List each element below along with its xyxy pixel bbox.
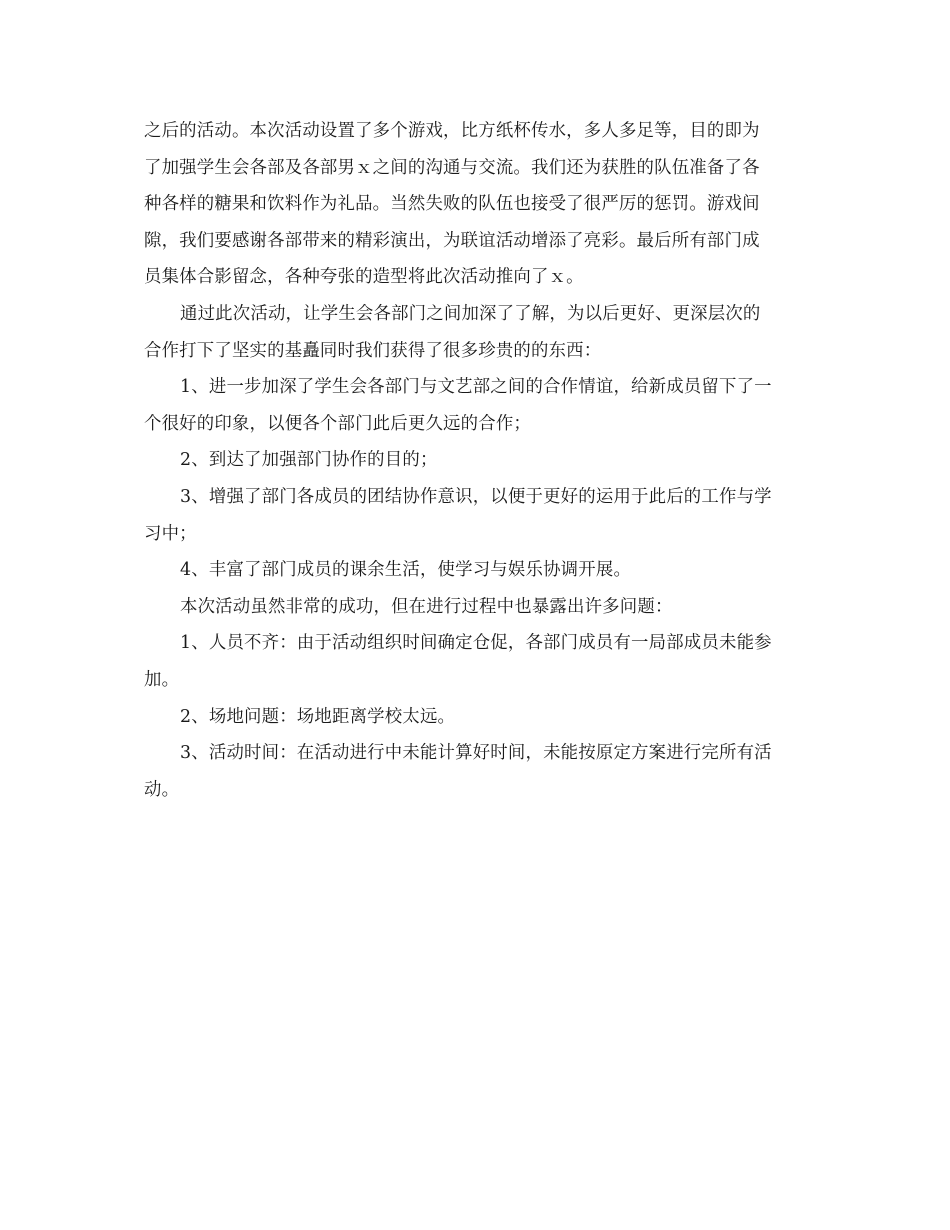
text-line: 了加强学生会各部及各部男ｘ之间的沟通与交流。我们还为获胜的队伍准备了各 [144,157,760,178]
paragraph-problems-intro [144,589,808,626]
paragraph-gain-4 [144,552,808,589]
paragraph-problem-2 [144,699,808,736]
text-line: 1、进一步加深了学生会各部门与文艺部之间的合作情谊，给新成员留下了一 [180,377,772,398]
paragraph-gain-2 [144,442,808,479]
paragraph-gains-intro [144,296,808,369]
text-line: 动。 [144,779,180,800]
text-line: 合作打下了坚实的基矗同时我们获得了很多珍贵的的东西： [144,340,602,361]
text-line: 之后的活动。本次活动设置了多个游戏，比方纸杯传水，多人多足等，目的即为 [144,121,760,141]
document-body [144,113,808,808]
text-line: 加。 [144,669,180,690]
paragraph-gain-1 [144,369,808,442]
text-line: 种各样的糖果和饮料作为礼品。当然失败的队伍也接受了很严厉的惩罚。游戏间 [144,194,760,215]
text-line: 1、人员不齐：由于活动组织时间确定仓促，各部门成员有一局部成员未能参 [180,633,772,654]
text-line: 4、丰富了部门成员的课余生活，使学习与娱乐协调开展。 [180,560,632,581]
text-line: 3、增强了部门各成员的团结协作意识，以便于更好的运用于此后的工作与学 [180,486,772,507]
text-line: 隙，我们要感谢各部带来的精彩演出，为联谊活动增添了亮彩。最后所有部门成 [144,230,760,251]
text-line: 习中； [144,523,197,544]
paragraph-gain-3 [144,479,808,552]
text-line: 个很好的印象，以便各个部门此后更久远的合作； [144,413,531,434]
text-line: 2、场地问题：场地距离学校太远。 [180,706,456,727]
text-line: 2、到达了加强部门协作的目的； [180,450,438,471]
paragraph-problem-3 [144,735,808,808]
paragraph-activity-description [144,113,808,296]
text-line: 3、活动时间：在活动进行中未能计算好时间，未能按原定方案进行完所有活 [180,743,772,764]
paragraph-problem-1 [144,625,808,698]
text-line: 本次活动虽然非常的成功，但在进行过程中也暴露出许多问题： [180,596,673,617]
text-line: 员集体合影留念，各种夸张的造型将此次活动推向了ｘ。 [144,267,584,288]
text-line: 通过此次活动，让学生会各部门之间加深了了解，为以后更好、更深层次的 [180,303,761,324]
